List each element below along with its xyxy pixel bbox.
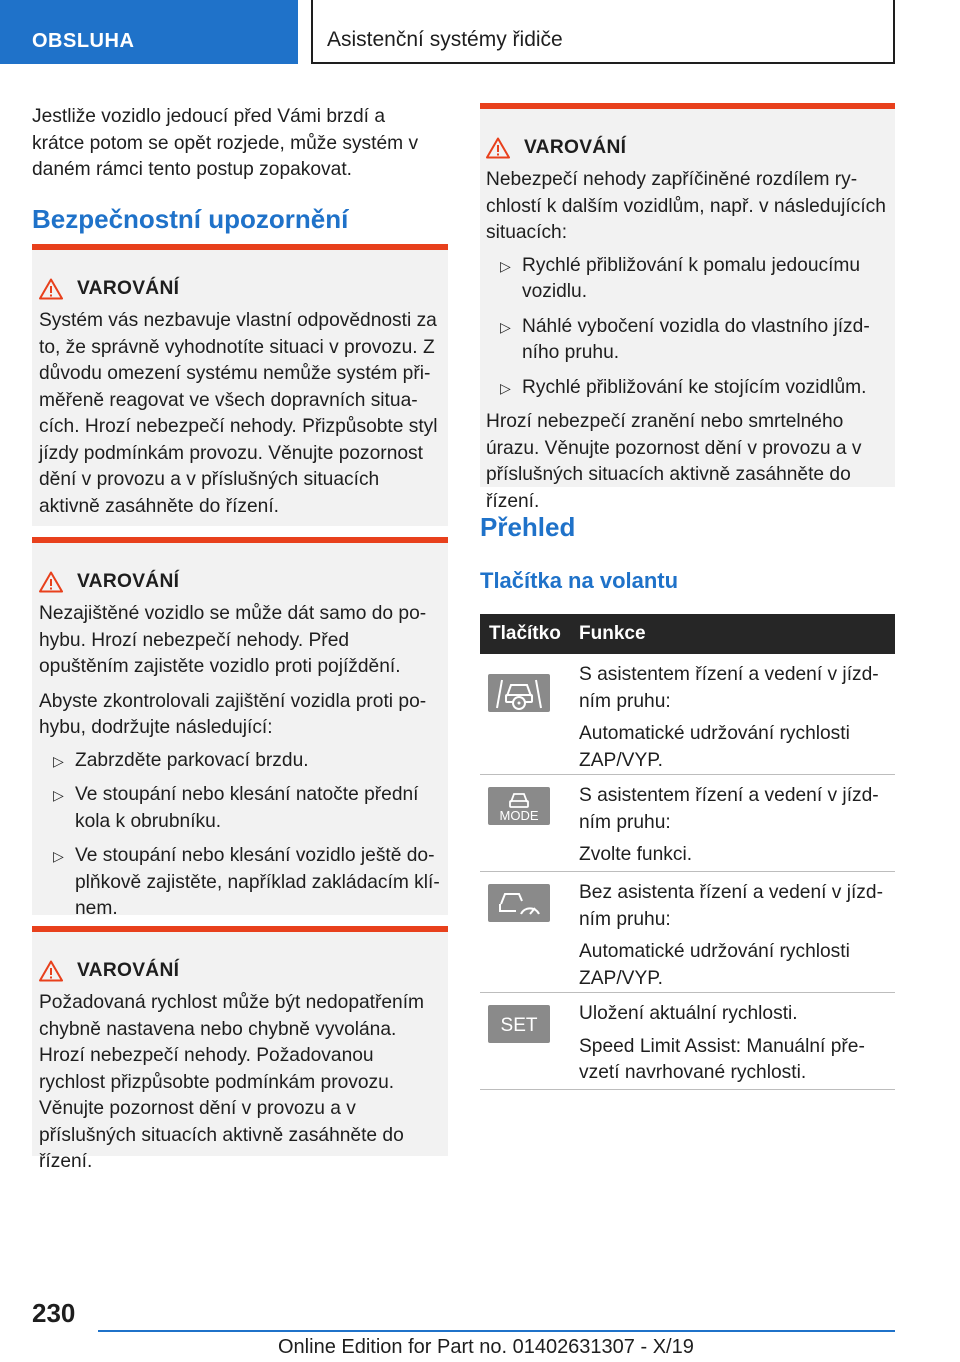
function-description <box>579 654 895 774</box>
cruise-control-icon <box>488 884 550 922</box>
svg-text:MODE: MODE <box>499 808 539 823</box>
warning-box-4 <box>480 103 895 512</box>
warning-box-2 <box>32 537 448 919</box>
list-item: ▷ Rychlé přibližování k pomalu jedoucímu vozidlu. <box>500 254 861 302</box>
function-text: Automatické udržování rychlosti ZAP/VYP. <box>579 941 850 989</box>
warning-title-row <box>39 276 440 302</box>
warning-title: VAROVÁNÍ <box>77 960 180 981</box>
warning-title-row <box>39 569 440 595</box>
list-item: ▷ Ve stoupání nebo klesání natočte přední kola k obrubníku. <box>53 784 419 832</box>
warning-triangle-icon <box>39 571 63 593</box>
warning-title-row <box>486 135 887 161</box>
list-item: ▷ Zabrzděte parkovací brzdu. <box>53 749 309 771</box>
warning-text: Abyste zkontrolovali zajištění vozidla proti pohybu, dodržujte následující: <box>39 690 427 738</box>
function-description <box>579 775 895 869</box>
function-text: S asistentem řízení a vedení v jízdním pruhu: <box>579 664 879 712</box>
warning-list <box>39 748 440 923</box>
chapter-title: Asistenční systémy řidiče <box>327 28 563 51</box>
warning-triangle-icon <box>39 278 63 300</box>
warning-text: Nezajištěné vozidlo se může dát samo do pohybu. Hrozí nebezpečí nehody. Před opuštěním zajistěte vozidlo proti pojíždění. <box>39 603 427 677</box>
column-header-function: Funkce <box>579 623 646 644</box>
table-row <box>480 872 895 993</box>
warning-title: VAROVÁNÍ <box>77 278 180 299</box>
warning-title: VAROVÁNÍ <box>77 571 180 592</box>
warning-text: Nebezpečí nehody zapříčiněné rozdílem rychlostí k dalším vozidlům, např. v následujících situacích: <box>486 169 886 243</box>
function-description <box>579 872 895 992</box>
warning-box-3 <box>32 926 448 1172</box>
page-number: 230 <box>32 1298 76 1328</box>
column-header-button: Tlačítko <box>489 623 561 644</box>
list-item: ▷ Rychlé přibližování ke stojícím vozidlům. <box>500 376 867 398</box>
safety-heading: Bezpečnostní upozornění <box>32 204 349 234</box>
list-item: ▷ Náhlé vybočení vozidla do vlastního jízdního pruhu. <box>500 315 870 363</box>
warning-triangle-icon <box>39 960 63 982</box>
set-button-icon <box>488 1005 550 1043</box>
warning-text: Hrozí nebezpečí zranění nebo smrtelného úrazu. Věnujte pozornost dění v provozu a v příslušných situacích aktivně zasáhněte do řízení. <box>486 411 862 512</box>
function-text: Uložení aktuální rychlosti. <box>579 1003 798 1024</box>
function-text: Speed Limit Assist: Manuální převzetí navrhované rychlosti. <box>579 1035 865 1083</box>
list-item: ▷ Ve stoupání nebo klesání vozidlo ještě doplňkově zajistěte, například zakládacím klínem. <box>53 845 440 919</box>
overview-heading: Přehled <box>480 512 576 542</box>
warning-text: Požadovaná rychlost může být nedopatřením chybně nastavena nebo chybně vyvolána. Hrozí nebezpečí nehody. Požadovanou rychlost přizpůsobte podmínkám provozu. Věnujte pozornost dění v provozu a v příslušných situacích aktivně zasáhněte do řízení. <box>39 992 425 1172</box>
function-text: S asistentem řízení a vedení v jízdním pruhu: <box>579 785 879 833</box>
warning-title-row <box>39 958 440 984</box>
function-text: Zvolte funkci. <box>579 844 693 865</box>
chapter-header <box>311 0 895 64</box>
warning-list <box>486 253 887 402</box>
table-row <box>480 993 895 1090</box>
intro-paragraph: Jestliže vozidlo jedoucí před Vámi brzdí a krátce potom se opět rozjede, může systém v daném rámci tento postup zopakovat. <box>32 106 419 180</box>
function-text: Bez asistenta řízení a vedení v jízdním pruhu: <box>579 882 883 930</box>
function-text: Automatické udržování rychlosti ZAP/VYP. <box>579 723 850 771</box>
table-row <box>480 654 895 775</box>
table-row <box>480 775 895 872</box>
warning-triangle-icon <box>486 137 510 159</box>
warning-box-1 <box>32 244 448 526</box>
section-tab <box>0 0 298 64</box>
section-title: OBSLUHA <box>32 30 135 52</box>
steering-assist-icon <box>488 674 550 712</box>
buttons-table <box>480 614 895 1090</box>
steering-buttons-heading: Tlačítka na volantu <box>480 568 679 593</box>
warning-text: Systém vás nezbavuje vlastní odpovědnosti za to, že správně vyhodnotíte situaci v provozu. Z důvodu omezení systému nemůže systém přiměřeně reagovat ve všech dopravních situacích. Hrozí nebezpečí nehody. Přizpůsobte styl jízdy podmínkám provozu. Věnujte pozornost dění v provozu a v příslušných situacích aktivně zasáhněte do řízení. <box>39 310 438 517</box>
mode-button-icon <box>488 787 550 825</box>
table-header <box>480 614 895 654</box>
footer-divider <box>98 1330 895 1332</box>
warning-title: VAROVÁNÍ <box>524 137 627 158</box>
svg-text:SET: SET <box>500 1015 538 1036</box>
edition-footer: Online Edition for Part no. 01402631307 - X/19 <box>278 1336 694 1358</box>
function-description <box>579 993 895 1087</box>
